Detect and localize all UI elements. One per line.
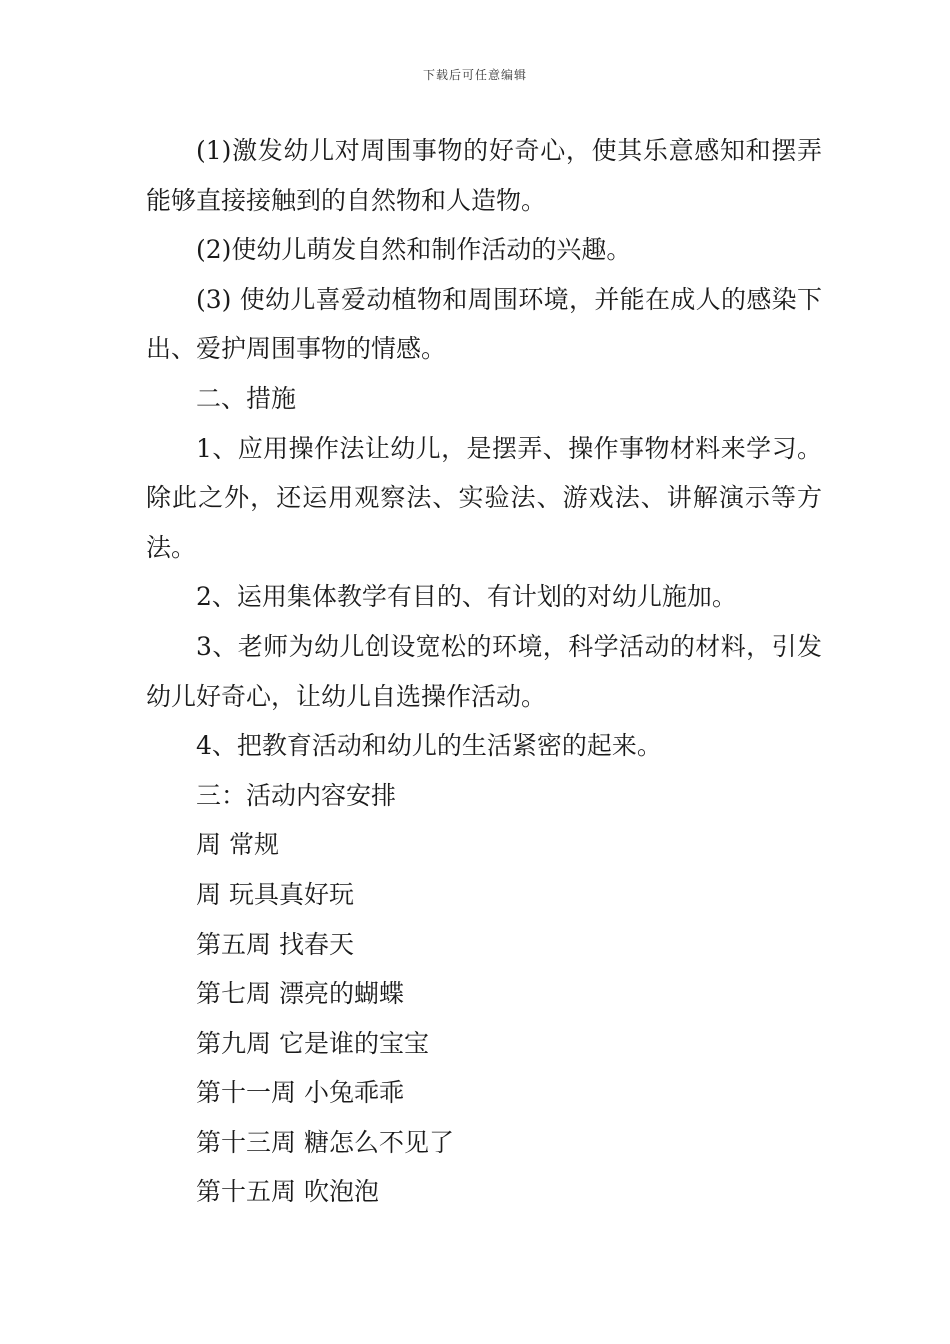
goal-paragraph-3: (3) 使幼儿喜爱动植物和周围环境，并能在成人的感染下出、爱护周围事物的情感。 xyxy=(146,284,822,364)
goal-paragraph-1: (1)激发幼儿对周围事物的好奇心，使其乐意感知和摆弄能够直接接触到的自然物和人造物。 xyxy=(146,136,822,215)
section-heading-measures: 二、措施 xyxy=(196,383,297,413)
schedule-item: 第五周 找春天 xyxy=(196,929,354,959)
schedule-item: 第七周 漂亮的蝴蝶 xyxy=(196,979,404,1009)
goal-paragraph-2: (2)使幼儿萌发自然和制作活动的兴趣。 xyxy=(196,235,632,265)
document-body xyxy=(146,126,822,1217)
schedule-item: 第十三周 糖怎么不见了 xyxy=(196,1127,454,1157)
schedule-item: 第十一周 小兔乖乖 xyxy=(196,1078,404,1108)
schedule-item: 第九周 它是谁的宝宝 xyxy=(196,1028,429,1058)
measure-paragraph-3: 3、老师为幼儿创设宽松的环境，科学活动的材料，引发幼儿好奇心，让幼儿自选操作活动。 xyxy=(146,631,822,711)
measure-paragraph-1: 1、应用操作法让幼儿，是摆弄、操作事物材料来学习。除此之外，还运用观察法、实验法、游戏法、讲解演示等方法。 xyxy=(146,433,822,562)
measure-paragraph-2: 2、运用集体教学有目的、有计划的对幼儿施加。 xyxy=(196,582,737,612)
schedule-item: 周 常规 xyxy=(196,830,279,860)
schedule-item: 第十五周 吹泡泡 xyxy=(196,1177,379,1207)
section-heading-schedule: 三：活动内容安排 xyxy=(196,780,397,810)
measure-paragraph-4: 4、把教育活动和幼儿的生活紧密的起来。 xyxy=(196,731,662,761)
page-header-note: 下载后可任意编辑 xyxy=(422,68,527,82)
schedule-item: 周 玩具真好玩 xyxy=(196,879,354,909)
